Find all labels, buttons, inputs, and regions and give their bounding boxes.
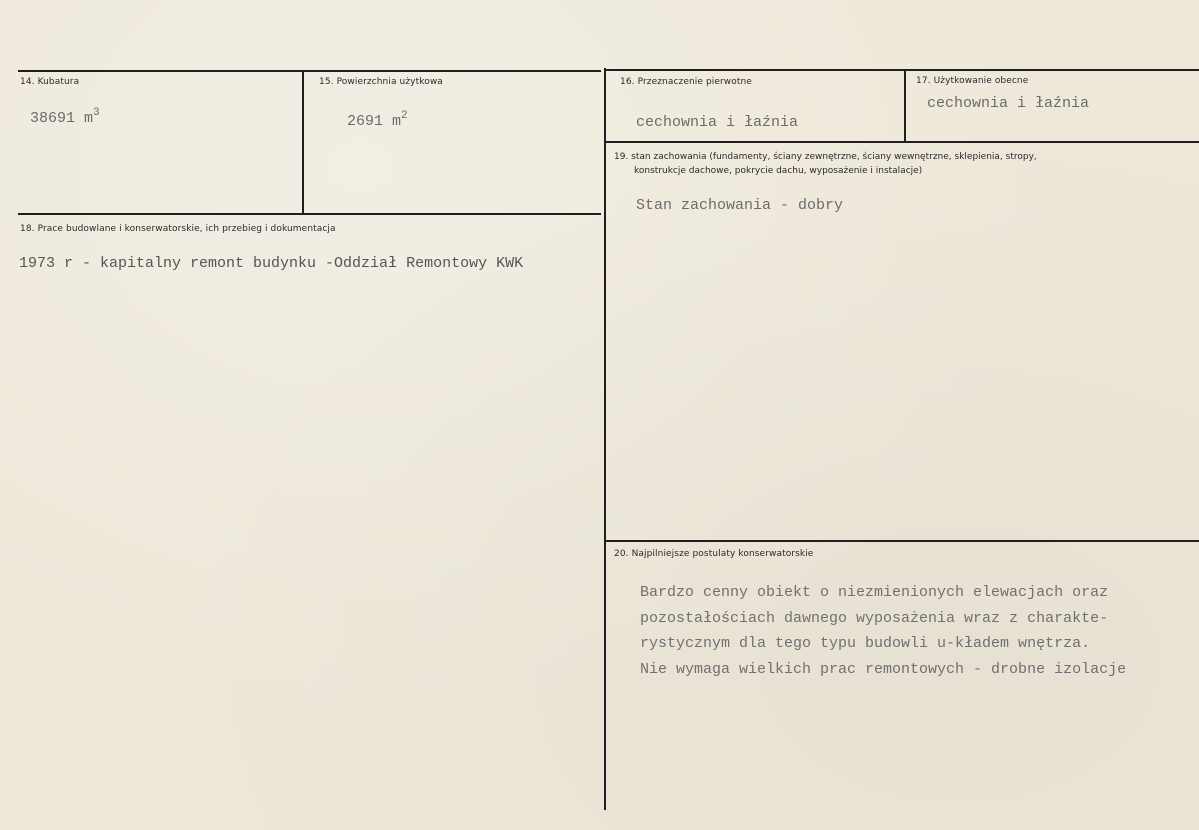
field-15-label: 15. Powierzchnia użytkowa <box>319 77 443 87</box>
field-16-label: 16. Przeznaczenie pierwotne <box>620 77 752 87</box>
rule-above-20 <box>606 540 1199 542</box>
top-rule-right <box>606 69 1199 71</box>
top-rule-left <box>18 70 601 72</box>
field-20-line: Nie wymaga wielkich prac remontowych - drobne izolacje <box>640 660 1127 678</box>
rule-below-16-17 <box>606 141 1199 143</box>
field-20-line: Bardzo cenny obiekt o niezmienionych elewacjach oraz <box>640 584 1109 601</box>
field-17-label: 17. Użytkowanie obecne <box>916 76 1029 86</box>
field-19-label-line1: 19. stan zachowania (fundamenty, ściany zewnętrzne, ściany wewnętrzne, sklepienia, stropy, <box>614 152 1037 162</box>
field-18-value: 1973 r - kapitalny remont budynku -Oddział Remontowy KWK <box>19 255 524 272</box>
field-17-value: cechownia i łaźnia <box>927 95 1090 112</box>
field-16-value: cechownia i łaźnia <box>636 114 799 131</box>
divider-14-15 <box>302 70 304 215</box>
field-20-line: rystycznym dla tego typu budowli u-kładem wnętrza. <box>640 635 1091 652</box>
divider-16-17 <box>904 69 906 142</box>
field-20-line: pozostałościach dawnego wyposażenia wraz z charakte- <box>640 609 1109 627</box>
field-19-value: Stan zachowania - dobry <box>636 197 844 214</box>
field-19-label-line2: konstrukcje dachowe, pokrycie dachu, wyposażenie i instalacje) <box>634 166 923 176</box>
rule-below-14-15 <box>18 213 601 215</box>
field-14-value: 38691 $m^3$ <box>30 107 100 127</box>
center-divider <box>604 68 606 810</box>
field-20-label: 20. Najpilniejsze postulaty konserwatorskie <box>614 549 814 559</box>
field-15-value: 2691 $m^2$ <box>347 110 408 130</box>
field-19-label <box>614 150 1037 178</box>
field-14-label: 14. Kubatura <box>20 77 80 87</box>
field-20-text <box>640 580 1126 682</box>
field-18-label: 18. Prace budowlane i konserwatorskie, ich przebieg i dokumentacja <box>20 224 336 234</box>
